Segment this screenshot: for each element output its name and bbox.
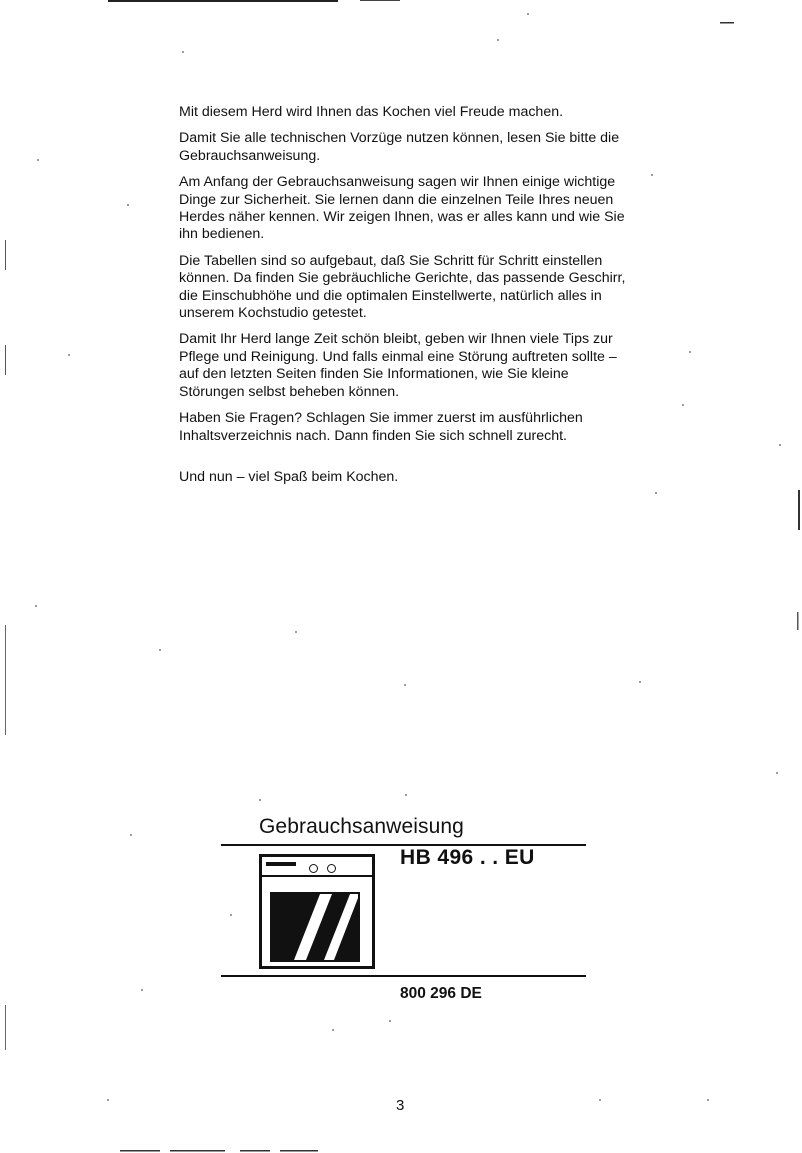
oven-door-window-icon: [270, 892, 360, 962]
oven-control-panel: [262, 857, 372, 877]
intro-paragraph: Haben Sie Fragen? Schlagen Sie immer zuerst im ausführlichen Inhaltsverzeichnis nach. Dann finden Sie sich schnell zurecht.: [179, 410, 583, 444]
oven-knob-icon: [327, 864, 336, 873]
manual-title: Gebrauchsanweisung: [259, 815, 464, 838]
document-code: 800 296 DE: [400, 985, 482, 1002]
intro-text: [179, 104, 627, 495]
oven-illustration: [259, 854, 375, 969]
intro-paragraph: Mit diesem Herd wird Ihnen das Kochen viel Freude machen.: [179, 104, 564, 120]
intro-paragraph: Damit Sie alle technischen Vorzüge nutzen können, lesen Sie bitte die Gebrauchsanweisung.: [179, 130, 620, 164]
intro-paragraph: Damit Ihr Herd lange Zeit schön bleibt, geben wir Ihnen viele Tips zur Pflege und Reinigung. Und falls einmal eine Störung auftreten sollte – auf den letzten Seiten finden Sie Informationen, wie Sie kleine Störungen selbst beheben können.: [179, 331, 617, 400]
oven-knob-icon: [309, 864, 318, 873]
model-number: HB 496 . . EU: [400, 846, 535, 869]
page-number: 3: [396, 1097, 405, 1114]
intro-paragraph: Die Tabellen sind so aufgebaut, daß Sie Schritt für Schritt einstellen können. Da finden Sie gebräuchliche Gerichte, das passende Geschirr, die Einschubhöhe und die optimalen Einstellwerte, natürlich alles in unserem Kochstudio getestet.: [179, 252, 626, 322]
divider: [221, 975, 586, 977]
closing-line: Und nun – viel Spaß beim Kochen.: [179, 468, 399, 485]
intro-paragraph: Am Anfang der Gebrauchsanweisung sagen wir Ihnen einige wichtige Dinge zur Sicherheit. Sie lernen dann die einzelnen Teile Ihres neuen Herdes näher kennen. Wir zeigen Ihnen, was er alles kann und wie Sie ihn bedienen.: [179, 174, 625, 243]
oven-display-icon: [266, 862, 296, 866]
